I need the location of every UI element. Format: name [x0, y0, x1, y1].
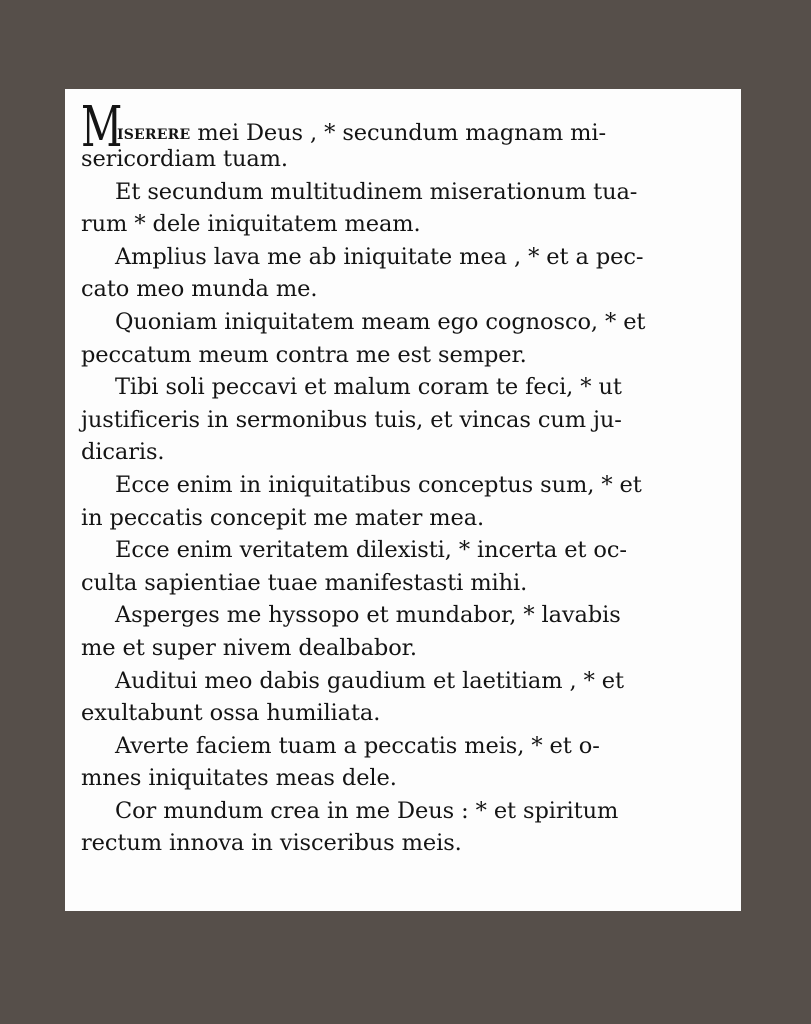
- text-line-2: sericordiam tuam.: [81, 146, 288, 172]
- scanned-page: [65, 89, 741, 911]
- text-line-16: Asperges me hyssopo et mundabor, * lavabis: [115, 602, 621, 629]
- text-line-9: Tibi soli peccavi et malum coram te feci, * ut: [115, 374, 622, 401]
- text-line-12: Ecce enim in iniquitatibus conceptus sum, * et: [115, 471, 642, 498]
- text-line-20: Averte faciem tuam a peccatis meis, * et o-: [115, 732, 600, 759]
- text-line-18: Auditui meo dabis gaudium et laetitiam , * et: [115, 667, 624, 694]
- text-line-10: justificeris in sermonibus tuis, et vincas cum ju-: [81, 406, 622, 433]
- text-line-17: me et super nivem dealbabor.: [81, 634, 417, 661]
- text-line-5: Amplius lava me ab iniquitate mea , * et a pec-: [115, 243, 644, 270]
- text-line-3: Et secundum multitudinem miserationum tua-: [115, 178, 638, 205]
- text-line-7: Quoniam iniquitatem meam ego cognosco, * et: [115, 308, 646, 335]
- text-line-8: peccatum meum contra me est semper.: [81, 341, 527, 368]
- psalm-text: [81, 95, 717, 860]
- text-lines: [81, 143, 717, 860]
- text-line-14: Ecce enim veritatem dilexisti, * incerta et oc-: [115, 537, 627, 564]
- first-word-smallcaps: ISERERE: [117, 127, 191, 143]
- line-text: mei Deus , * secundum magnam mi-: [190, 120, 606, 146]
- text-line-4: rum * dele iniquitatem meam.: [81, 211, 421, 238]
- text-line-13: in peccatis concepit me mater mea.: [81, 504, 485, 531]
- text-line-23: rectum innova in visceribus meis.: [81, 830, 462, 857]
- text-line-15: culta sapientiae tuae manifestasti mihi.: [81, 569, 528, 596]
- text-line-11: dicaris.: [81, 439, 165, 466]
- text-line-6: cato meo munda me.: [81, 276, 318, 303]
- text-line-22: Cor mundum crea in me Deus : * et spiritum: [115, 797, 619, 824]
- text-line-19: exultabunt ossa humiliata.: [81, 700, 381, 727]
- drop-cap-initial: M: [81, 95, 121, 160]
- text-line-21: mnes iniquitates meas dele.: [81, 765, 397, 792]
